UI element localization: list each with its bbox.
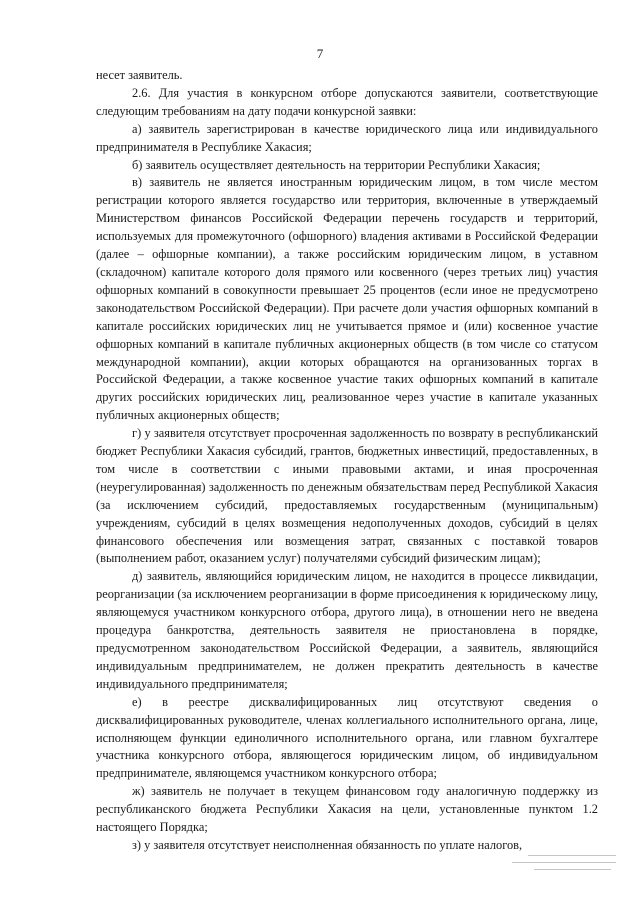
- paragraph-g: г) у заявителя отсутствует просроченная задолженность по возврату в республиканский бюджет Республики Хакасия субсидий, грантов, бюджетных инвестиций, предоставленных, в том числе в соответствии с иными правовыми актами, и иная просроченная (неурегулированная) задолженность по денежным обязательствам перед Республикой Хакасия (за исключением субсидий, предоставляемых государственным (муниципальным) учреждениям, субсидий в целях возмещения недополученных доходов, субсидий в целях финансового обеспечения или возмещения затрат, связанных с поставкой товаров (выполнением работ, оказанием услуг) получателями субсидий физическим лицам);: [96, 426, 598, 566]
- faint-stamp-mark: [506, 849, 616, 885]
- paragraph-b: б) заявитель осуществляет деятельность на территории Республики Хакасия;: [132, 157, 541, 172]
- paragraph-continuation: несет заявитель.: [96, 68, 183, 82]
- paragraph-2-6: 2.6. Для участия в конкурсном отборе допускаются заявители, соответствующие следующим требованиям на дату подачи конкурсной заявки:: [96, 85, 598, 118]
- paragraph-e: е) в реестре дисквалифицированных лиц отсутствуют сведения о дисквалифицированных руководителе, членах коллегиального исполнительного органа, лице, исполняющем функции единоличного исполнительного органа, или главном бухгалтере участника конкурсного отбора, являющегося юридическим лицом, об индивидуальном предпринимателе, являющемся участником конкурсного отбора;: [96, 694, 598, 781]
- paragraph-zh: ж) заявитель не получает в текущем финансовом году аналогичную поддержку из республиканского бюджета Республики Хакасия на цели, установленные пунктом 1.2 настоящего Порядка;: [96, 784, 598, 835]
- document-body: [96, 67, 598, 855]
- paragraph-d: д) заявитель, являющийся юридическим лицом, не находится в процессе ликвидации, реорганизации (за исключением реорганизации в форме присоединения к юридическому лицу, являющемуся участником конкурсного отбора, другого лица), в отношении него не введена процедура банкротства, деятельность заявителя не приостановлена в порядке, предусмотренном законодательством Российской Федерации, а заявитель, являющийся индивидуальным предпринимателем, не должен прекратить деятельность в качестве индивидуального предпринимателя;: [96, 569, 598, 691]
- paragraph-z: з) у заявителя отсутствует неисполненная обязанность по уплате налогов,: [132, 837, 523, 852]
- paragraph-v: в) заявитель не является иностранным юридическим лицом, в том числе местом регистрации которого является государство или территория, включенные в утверждаемый Министерством финансов Российской Федерации перечень государств и территорий, используемых для промежуточного (офшорного) владения активами в Российской Федерации (далее – офшорные компании), а также российским юридическим лицом, в уставном (складочном) капитале которого доля прямого или косвенного (через третьих лиц) участия офшорных компаний в совокупности превышает 25 процентов (если иное не предусмотрено законодательством Российской Федерации). При расчете доли участия офшорных компаний в капитале российских юридических лиц не учитывается прямое и (или) косвенное участие офшорных компаний в капитале публичных акционерных обществ (в том числе со статусом международной компании), акции которых обращаются на организованных торгах в Российской Федерации, а также косвенное участие таких офшорных компаний в капитале других российских юридических лиц, реализованное через участие в капитале указанных публичных акционерных обществ;: [96, 175, 598, 423]
- paragraph-a: а) заявитель зарегистрирован в качестве юридического лица или индивидуального предпринимателя в Республике Хакасия;: [96, 121, 598, 154]
- page-number: 7: [316, 46, 324, 61]
